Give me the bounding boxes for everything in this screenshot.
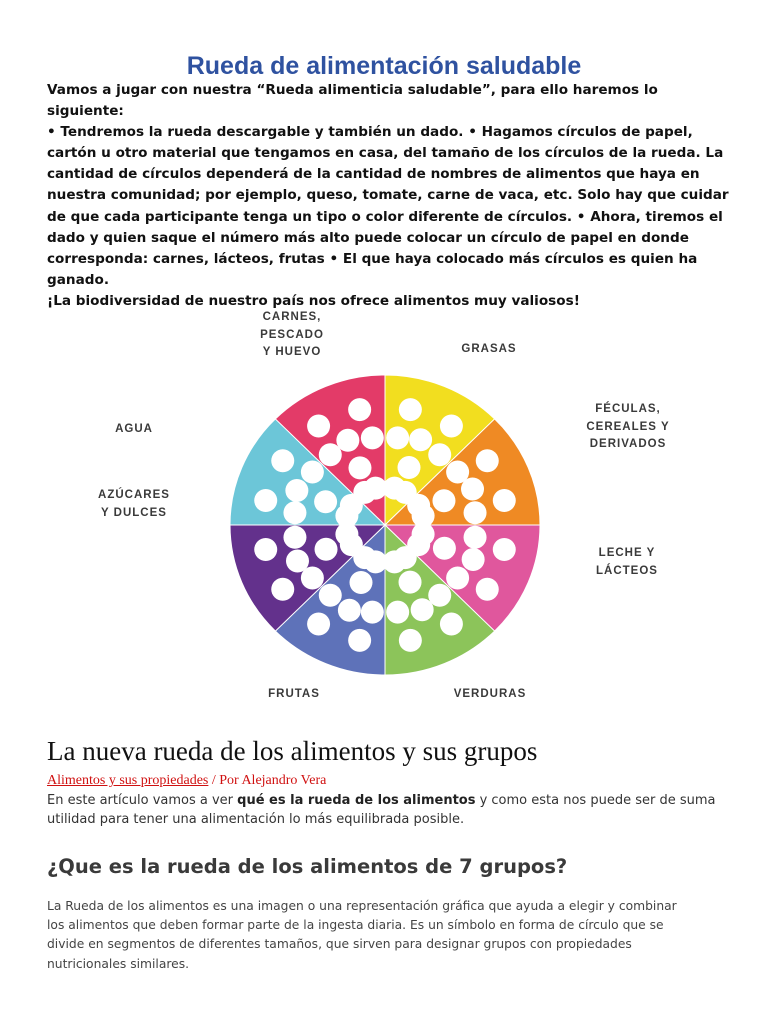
article-body-line: divide en segmentos de diferentes tamaños, que sirven para designar grupos con propiedades [47, 937, 632, 952]
wheel-dot [399, 629, 422, 652]
wheel-label-grasas: GRASAS [461, 343, 517, 355]
wheel-dot [364, 477, 387, 500]
wheel-dot [315, 538, 338, 561]
wheel-label-frutas: FRUTAS [268, 688, 320, 700]
wheel-dot [338, 599, 361, 622]
wheel-dot [301, 566, 324, 589]
article-intro-text: y como esta nos puede ser de suma [475, 793, 716, 808]
intro-line: cartón u otro material que tengamos en casa, del tamaño de los círculos de la rueda. La [47, 145, 724, 162]
wheel-dot [348, 456, 371, 479]
wheel-dot [307, 612, 330, 635]
wheel-label-feculas: FÉCULAS, CEREALES Y DERIVADOS [586, 403, 670, 450]
intro-line: corresponda: carnes, lácteos, frutas • El que haya colocado más círculos es quien ha [47, 250, 698, 267]
wheel-dot [428, 584, 451, 607]
wheel-dot [493, 538, 516, 561]
intro-line: de que cada participante tenga un tipo o color diferente de círculos. • Ahora, tiremos el [47, 208, 723, 225]
wheel-label-azucares: AZÚCARES Y DULCES [98, 489, 170, 519]
wheel-dot [254, 538, 277, 561]
wheel-dot [476, 578, 499, 601]
article-byline [47, 773, 326, 789]
intro-paragraph [47, 80, 737, 312]
wheel-dot [319, 443, 342, 466]
wheel-dot [399, 398, 422, 421]
intro-line: Vamos a jugar con nuestra “Rueda alimenticia saludable”, para ello haremos lo siguiente: [47, 82, 658, 120]
intro-line: nuestra comunidad; por ejemplo, queso, tomate, carne de vaca, etc. Solo hay que cuidar [47, 187, 729, 204]
article-heading: La nueva rueda de los alimentos y sus grupos [47, 736, 538, 766]
wheel-dot [428, 443, 451, 466]
wheel-dot [409, 428, 432, 451]
article-intro [47, 791, 727, 829]
wheel-label-leche: LECHE Y LÁCTEOS [596, 547, 658, 577]
wheel-label-verduras: VERDURAS [453, 688, 527, 700]
wheel-dot [361, 601, 384, 624]
article-intro-text: En este artículo vamos a ver [47, 793, 238, 808]
wheel-dot [350, 571, 373, 594]
article-body-line: nutricionales similares. [47, 956, 190, 971]
article-subheading: ¿Que es la rueda de los alimentos de 7 grupos? [47, 855, 568, 878]
wheel-dot [440, 612, 463, 635]
wheel-dot [348, 398, 371, 421]
article-intro-bold: qué es la rueda de los alimentos [237, 793, 476, 808]
wheel-dot [386, 601, 409, 624]
wheel-dot [464, 501, 487, 524]
wheel-dot [433, 537, 456, 560]
page-title: Rueda de alimentación saludable [186, 52, 582, 80]
wheel-dot [493, 489, 516, 512]
author-text: / Por Alejandro Vera [208, 773, 327, 788]
wheel-dot [446, 566, 469, 589]
wheel-dot [348, 629, 371, 652]
wheel-dot [462, 548, 485, 571]
article-body [47, 897, 727, 974]
wheel-dot [398, 456, 421, 479]
intro-line: ¡La biodiversidad de nuestro país nos ofrece alimentos muy valiosos! [47, 292, 580, 309]
intro-line: dado y quien saque el número más alto puede colocar un círculo de papel en donde [47, 229, 689, 246]
wheel-dot [271, 578, 294, 601]
intro-line: ganado. [47, 271, 109, 288]
wheel-dot [399, 571, 422, 594]
wheel-dot [254, 489, 277, 512]
wheel-dot [386, 426, 409, 449]
wheel-dot [361, 426, 384, 449]
category-link[interactable]: Alimentos y sus propiedades [47, 773, 209, 788]
wheel-label-carnes: CARNES, PESCADO Y HUEVO [260, 311, 324, 358]
article-body-line: La Rueda de los alimentos es una imagen o una representación gráfica que ayuda a elegir y combinar [47, 899, 677, 913]
intro-line: • Tendremos la rueda descargable y también un dado. • Hagamos círculos de papel, [47, 124, 693, 141]
article-intro-text: utilidad para tener una alimentación lo más equilibrada posible. [47, 812, 465, 827]
wheel-dot [440, 415, 463, 438]
wheel-dot [307, 415, 330, 438]
wheel-dot [285, 479, 308, 502]
wheel-dot [283, 526, 306, 549]
article-body-line: los alimentos que deben formar parte de la ingesta diaria. Es un símbolo en forma de círculo que se [47, 918, 664, 933]
wheel-dot [319, 584, 342, 607]
wheel-dot [314, 490, 337, 513]
wheel-dot [446, 461, 469, 484]
wheel-dot [476, 449, 499, 472]
wheel-dot [271, 449, 294, 472]
food-wheel [230, 375, 540, 675]
wheel-dot [464, 526, 487, 549]
wheel-dot [432, 489, 455, 512]
wheel-dot [301, 461, 324, 484]
wheel-dot [283, 501, 306, 524]
intro-line: cantidad de círculos dependerá de la cantidad de nombres de alimentos que haya en [47, 166, 700, 183]
wheel-label-agua: AGUA [115, 423, 153, 435]
